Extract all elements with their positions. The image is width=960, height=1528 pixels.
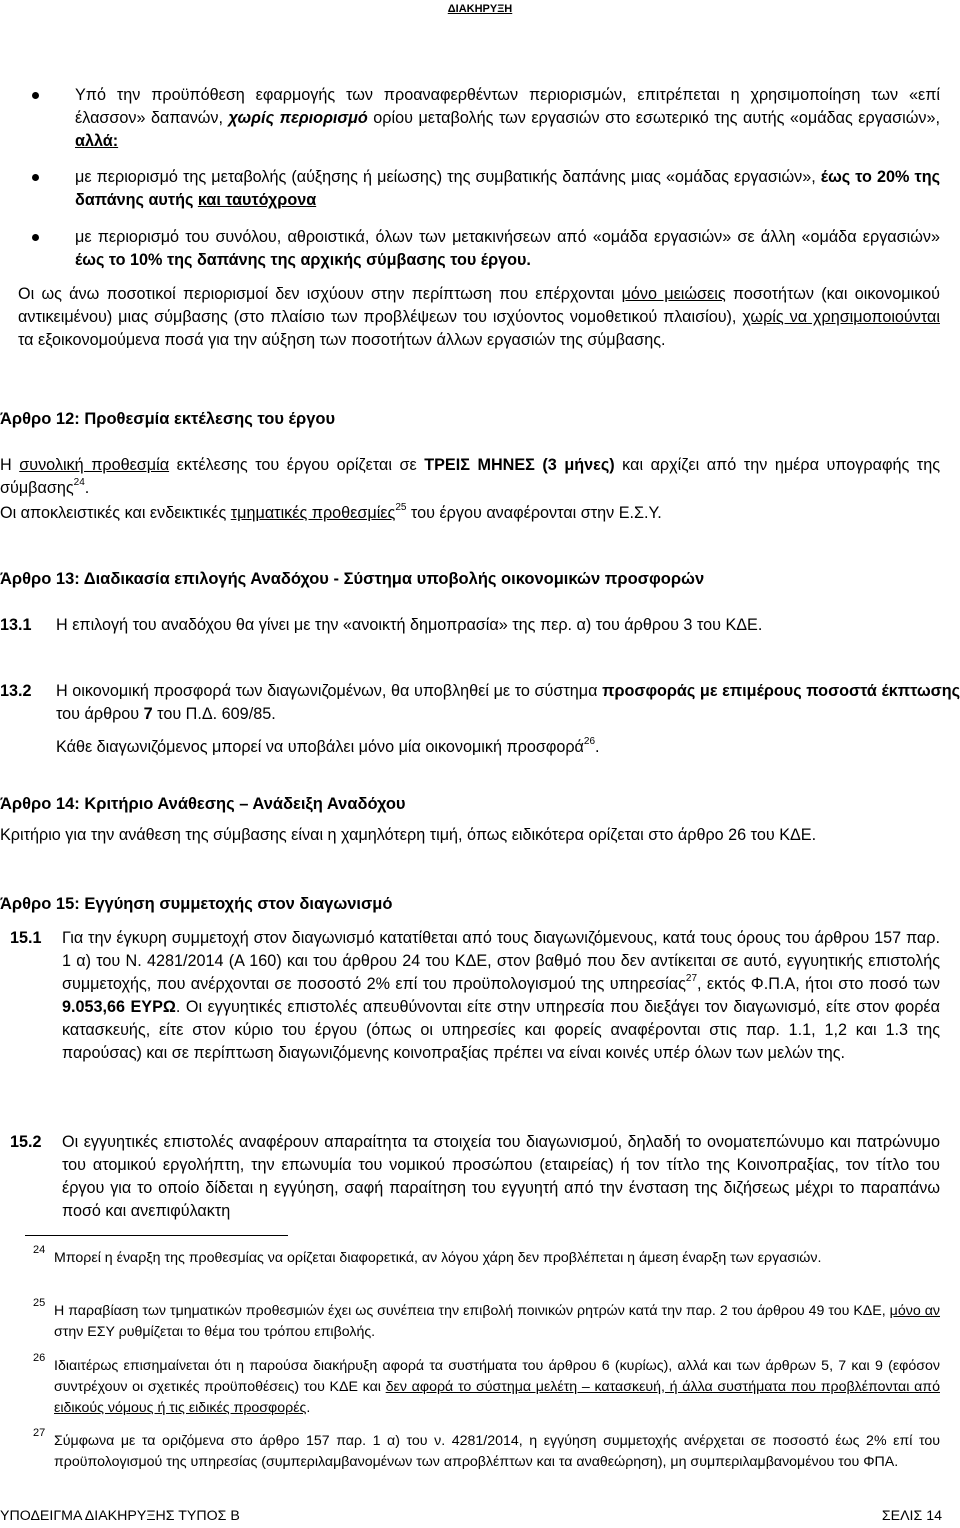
- quantity-limits-paragraph: Οι ως άνω ποσοτικοί περιορισμοί δεν ισχύουν στην περίπτωση που επέρχονται μόνο μειώσεις ποσοτήτων (και οικονομικού αντικειμένου) μιας σύμβασης (στο πλαίσιο των προβλέψεων του ισχύοντος νομοθετικού πλαισίου), χωρίς να χρησιμοποιούνται τα εξοικονομούμενα ποσά για την αύξηση των ποσοτήτων άλλων εργασιών της σύμβασης.: [18, 285, 940, 349]
- clause-15-2: Οι εγγυητικές επιστολές αναφέρουν απαραίτητα τα στοιχεία του διαγωνισμού, δηλαδή το ονοματεπώνυμο και πατρώνυμο του ατομικού εργολήπτη, την επωνυμία του νομικού προσώπου (εταιρείας) ή τον τίτλο της Κοινοπραξίας, τον τίτλο του έργου για το οποίο δίδεται η εγγύηση, σαφή παραίτηση του εγγυητή από την ένσταση της διζήσεως μέχρι το παραπάνω ποσό και ανεπιφύλακτη: [62, 1133, 940, 1220]
- clause-number: 13.1: [0, 616, 32, 634]
- page-number: ΣΕΛΙΣ 14: [881, 1508, 942, 1524]
- clause-13-2-note: Κάθε διαγωνιζόμενος μπορεί να υποβάλει μόνο μία οικονομική προσφορά$^{26}$.: [56, 735, 600, 756]
- clause-number: 15.2: [10, 1133, 42, 1151]
- article-13-heading: Άρθρο 13: Διαδικασία επιλογής Αναδόχου - Σύστημα υποβολής οικονομικών προσφορών: [0, 570, 705, 588]
- footnote-ref[interactable]: 25: [395, 501, 407, 513]
- article-15-heading: Άρθρο 15: Εγγύηση συμμετοχής στον διαγωνισμό: [0, 895, 393, 913]
- bullet-dot: [32, 92, 39, 99]
- article-12-paragraph: Η συνολική προθεσμία εκτέλεσης του έργου ορίζεται σε ΤΡΕΙΣ ΜΗΝΕΣ (3 μήνες) και αρχίζει από την ημέρα υπογραφής της σύμβασης$^{24}$.: [0, 456, 940, 497]
- footnote-number: 26: [33, 1352, 46, 1364]
- footnote-number: 25: [33, 1297, 46, 1309]
- article-12-paragraph-2: Οι αποκλειστικές και ενδεικτικές τμηματικές προθεσμίες$^{25}$ του έργου αναφέρονται στην Ε.Σ.Υ.: [0, 501, 662, 522]
- footnote-ref[interactable]: 24: [73, 476, 85, 488]
- footnote-ref[interactable]: 27: [685, 972, 698, 984]
- clause-15-1: Για την έγκυρη συμμετοχή στον διαγωνισμό κατατίθεται από τους διαγωνιζόμενους, κατά τους όρους του άρθρου 157 παρ. 1 α) του Ν. 4281/2014 (Α 160) και του άρθρου 24 του ΚΔΕ, στον βαθμό που δεν αντίκειται σε αυτό, εγγυητικής επιστολής συμμετοχής, που ανέρχονται σε ποσοστό 2% επί του προϋπολογισμού της υπηρεσίας$^{27}$, εκτός Φ.Π.Α, ήτοι στο ποσό των 9.053,66 ΕΥΡΩ. Οι εγγυητικές επιστολές απευθύνονται είτε στην υπηρεσία που διεξάγει τον διαγωνισμό, είτε στον φορέα κατασκευής, είτε στον κύριο του έργου (όπως οι υπηρεσίες και φορείς αναφέρονται στις παρ. 1.1, 1,2 και 1.3 της παρούσας) και σε περίπτωση διαγωνιζόμενης κοινοπραξίας πρέπει να είναι κοινές υπέρ όλων των μελών της.: [62, 929, 940, 1062]
- page-header: [0, 2, 960, 16]
- bullet-dot: [32, 174, 39, 181]
- footnote-number: 24: [33, 1244, 46, 1256]
- clause-13-2: Η οικονομική προσφορά των διαγωνιζομένων, θα υποβληθεί με το σύστημα προσφοράς με επιμέρους ποσοστά έκπτωσης του άρθρου 7 του Π.Δ. 609/85.: [56, 682, 960, 723]
- clause-number: 15.1: [10, 929, 42, 947]
- article-14-heading: Άρθρο 14: Κριτήριο Ανάθεσης – Ανάδειξη Αναδόχου: [0, 795, 406, 813]
- clause-number: 13.2: [0, 682, 32, 700]
- bullet-dot: [32, 234, 39, 241]
- bullet-item: με περιορισμό του συνόλου, αθροιστικά, όλων των μετακινήσεων από «ομάδα εργασιών» σε άλλη «ομάδα εργασιών» έως το 10% της δαπάνης της αρχικής σύμβασης του έργου.: [75, 228, 940, 269]
- footnote-separator: [25, 1235, 288, 1236]
- bullet-item: με περιορισμό της μεταβολής (αύξησης ή μείωσης) της συμβατικής δαπάνης μιας «ομάδας εργασιών», έως το 20% της δαπάνης αυτής και ταυτόχρονα: [75, 168, 940, 209]
- clause-13-1: Η επιλογή του αναδόχου θα γίνει με την «ανοικτή δημοπρασία» της περ. α) του άρθρου 3 του ΚΔΕ.: [56, 616, 763, 634]
- footnote-ref[interactable]: 26: [583, 735, 596, 747]
- footer-left: ΥΠΟΔΕΙΓΜΑ ΔΙΑΚΗΡΥΞΗΣ ΤΥΠΟΣ Β: [0, 1508, 240, 1524]
- footnote-number: 27: [33, 1427, 46, 1439]
- bullet-item: Υπό την προϋπόθεση εφαρμογής των προαναφερθέντων περιορισμών, επιτρέπεται η χρησιμοποίηση των «επί έλασσον» δαπανών, χωρίς περιορισμό ορίου μεταβολής των εργασιών στο εσωτερικό της αυτής «ομάδας εργασιών», αλλά:: [75, 86, 940, 150]
- article-14-paragraph: Κριτήριο για την ανάθεση της σύμβασης είναι η χαμηλότερη τιμή, όπως ειδικότερα ορίζεται στο άρθρο 26 του ΚΔΕ.: [0, 826, 817, 844]
- article-12-heading: Άρθρο 12: Προθεσμία εκτέλεσης του έργου: [0, 410, 336, 428]
- document-title: ΔΙΑΚΗΡΥΞΗ: [447, 3, 513, 15]
